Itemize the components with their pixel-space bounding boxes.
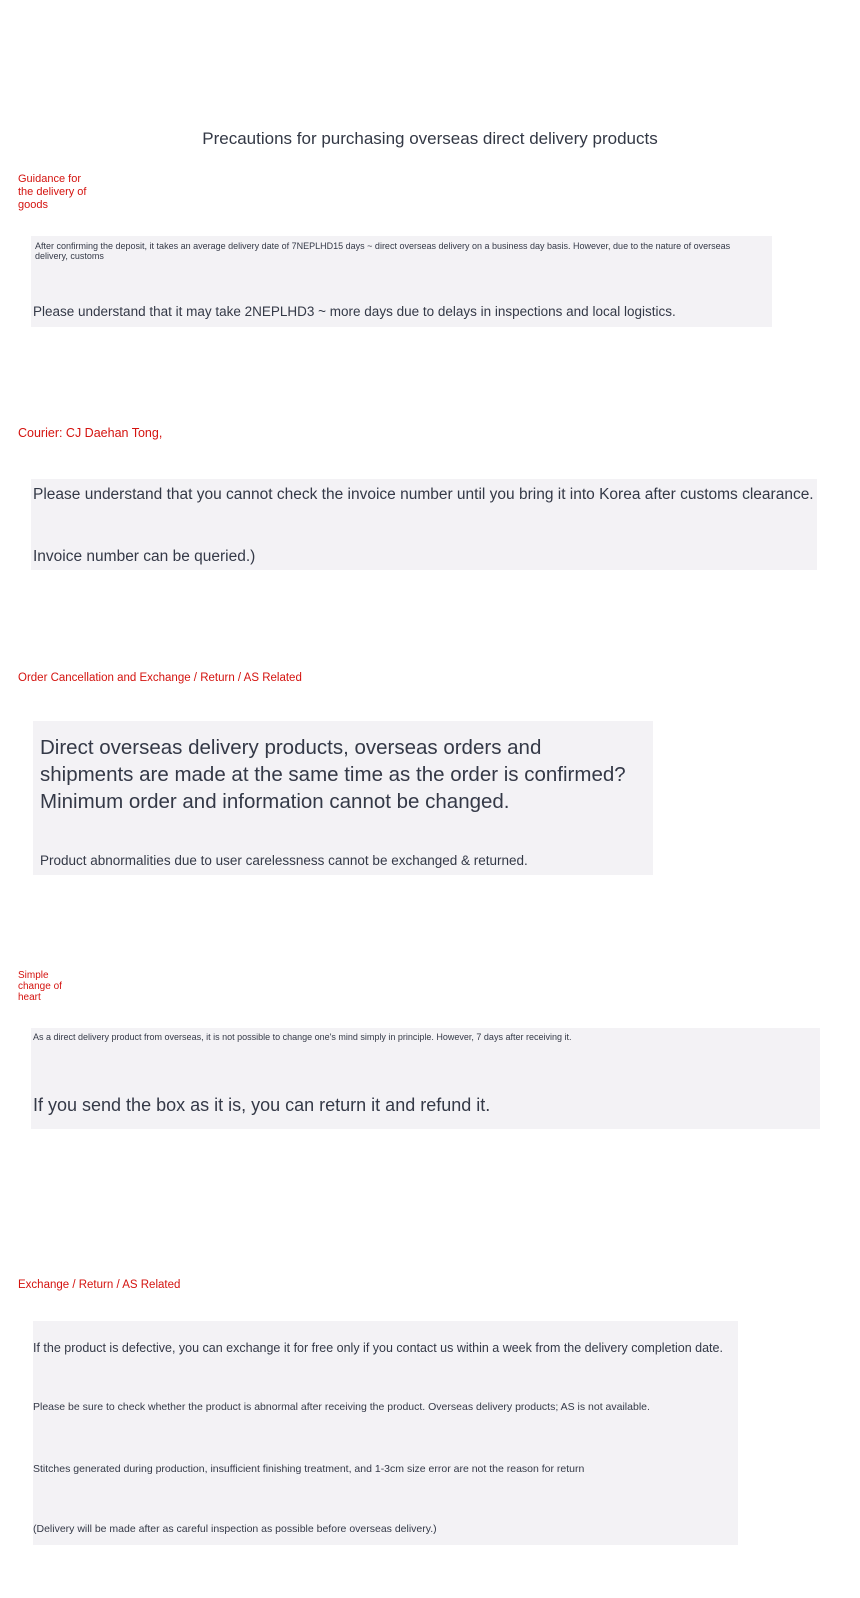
exchange-return-text-4: (Delivery will be made after as careful inspection as possible before overseas delivery.) [33, 1523, 437, 1535]
order-cancellation-text-1: Direct overseas delivery products, overseas orders and shipments are made at the same time as the order is confirmed? Minimum order and information cannot be changed. [40, 736, 626, 813]
delivery-guidance-box [31, 236, 772, 327]
change-of-heart-text-2: If you send the box as it is, you can return it and refund it. [33, 1095, 491, 1115]
exchange-return-box [33, 1321, 738, 1545]
delivery-guidance-text-1: After confirming the deposit, it takes an average delivery date of 7NEPLHD15 days ~ direct overseas delivery on a business day basis. However, due to the nature of overseas delivery, customs [35, 241, 731, 261]
section-heading-courier: Courier: CJ Daehan Tong, [18, 426, 163, 440]
courier-text-1: Please understand that you cannot check the invoice number until you bring it into Korea after customs clearance. [33, 486, 814, 503]
section-heading-delivery-guidance: Guidance for the delivery of goods [18, 173, 87, 211]
order-cancellation-text-2: Product abnormalities due to user carelessness cannot be exchanged & returned. [40, 853, 528, 868]
change-of-heart-box [31, 1028, 820, 1129]
order-cancellation-box [33, 721, 653, 875]
page-title: Precautions for purchasing overseas direct delivery products [202, 129, 658, 148]
section-heading-change-of-heart: Simple change of heart [18, 970, 62, 1003]
courier-box [31, 479, 817, 570]
delivery-guidance-text-2: Please understand that it may take 2NEPLHD3 ~ more days due to delays in inspections and local logistics. [33, 304, 676, 319]
change-of-heart-text-1: As a direct delivery product from overseas, it is not possible to change one's mind simply in principle. However, 7 days after receiving it. [33, 1032, 572, 1042]
exchange-return-text-2: Please be sure to check whether the product is abnormal after receiving the product. Overseas delivery products; AS is not available. [33, 1401, 650, 1413]
section-heading-order-cancellation: Order Cancellation and Exchange / Return / AS Related [18, 672, 302, 684]
exchange-return-text-3: Stitches generated during production, insufficient finishing treatment, and 1-3cm size error are not the reason for return [33, 1463, 585, 1475]
exchange-return-text-1: If the product is defective, you can exchange it for free only if you contact us within a week from the delivery completion date. [33, 1341, 723, 1355]
section-heading-exchange-return: Exchange / Return / AS Related [18, 1279, 181, 1291]
courier-text-2: Invoice number can be queried.) [33, 548, 256, 565]
